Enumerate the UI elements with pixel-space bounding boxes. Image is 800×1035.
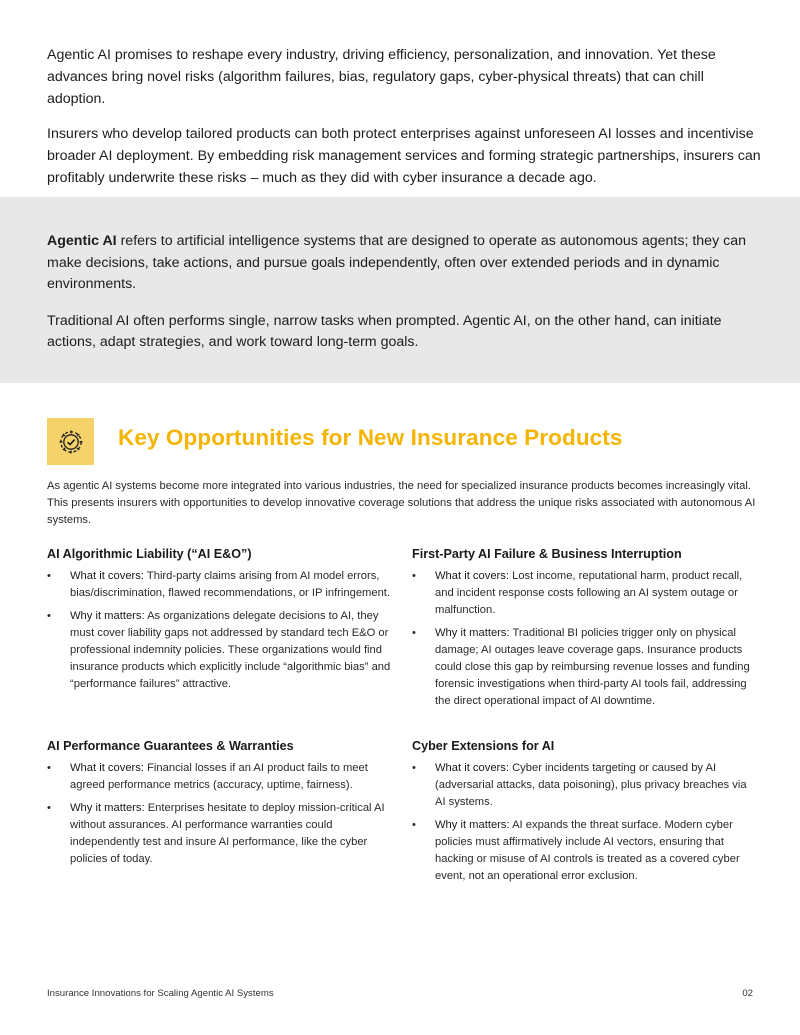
definition-term: Agentic AI xyxy=(47,233,117,249)
list-item xyxy=(412,817,757,885)
block-ai-performance-guarantees xyxy=(47,738,392,874)
item-text: Traditional BI policies trigger only on physical damage; AI outages leave coverage gaps. Insurance products could close this gap by reimbursing revenue losses and funding forensic investigations when third-party AI tools fail, addressing the direct operational impact of AI downtime. xyxy=(435,627,750,707)
item-label: What it covers: xyxy=(70,762,144,774)
block-cyber-extensions xyxy=(412,738,757,891)
list-item xyxy=(47,608,392,693)
list-item xyxy=(412,625,757,710)
block-title: Cyber Extensions for AI xyxy=(412,739,555,753)
block-title: First-Party AI Failure & Business Interruption xyxy=(412,547,682,561)
block-first-party-ai-failure xyxy=(412,546,757,716)
item-text: Third-party claims arising from AI model errors, bias/discrimination, flawed recommendations, or IP infringement. xyxy=(70,570,391,599)
item-text: Enterprises hesitate to deploy mission-critical AI without assurances. AI performance warranties could independently test and insure AI performance, like the cyber policies of today. xyxy=(70,802,385,865)
item-text: Lost income, reputational harm, product recall, and incident response costs following an AI system outage or malfunction. xyxy=(435,570,743,616)
list-item xyxy=(47,568,392,602)
item-label: Why it matters: xyxy=(435,627,510,639)
item-label: What it covers: xyxy=(70,570,144,582)
section-lead: As agentic AI systems become more integrated into various industries, the need for specialized insurance products becomes increasingly vital. This presents insurers with opportunities to develop innovative coverage solutions that address the unique risks associated with autonomous AI systems. xyxy=(47,480,756,527)
intro-paragraph-2: Insurers who develop tailored products can both protect enterprises against unforeseen AI losses and incentivise broader AI deployment. By embedding risk management services and forming strategic partnerships, insurers can profitably underwrite these risks – much as they did with cyber insurance a decade ago. xyxy=(47,126,761,186)
item-text: As organizations delegate decisions to AI, they must cover liability gaps not addressed by standard tech E&O or professional indemnity policies. These organizations would find insurance products which explicitly include “algorithmic bias” and “performance failures” attractive. xyxy=(70,610,391,690)
gear-check-icon xyxy=(47,418,94,465)
list-item xyxy=(412,760,757,811)
item-text: AI expands the threat surface. Modern cyber policies must affirmatively include AI vectors, ensuring that hacking or misuse of AI controls is treated as a covered cyber event, not an operational error exclusion. xyxy=(435,819,740,882)
definition-paragraph-2: Traditional AI often performs single, narrow tasks when prompted. Agentic AI, on the other hand, can initiate actions, adapt strategies, and work toward long-term goals. xyxy=(47,312,722,350)
block-title: AI Performance Guarantees & Warranties xyxy=(47,739,294,753)
block-ai-algorithmic-liability xyxy=(47,546,392,699)
item-text: Financial losses if an AI product fails to meet agreed performance metrics (accuracy, uptime, fairness). xyxy=(70,762,368,791)
definition-paragraph-1 xyxy=(47,231,762,296)
item-label: Why it matters: xyxy=(70,610,145,622)
list-item xyxy=(47,800,392,868)
item-label: Why it matters: xyxy=(435,819,510,831)
section-title: Key Opportunities for New Insurance Products xyxy=(118,425,623,450)
intro-paragraph-1: Agentic AI promises to reshape every industry, driving efficiency, personalization, and innovation. Yet these advances bring novel risks (algorithm failures, bias, regulatory gaps, cyber-physical threats) that can chill adoption. xyxy=(47,47,716,107)
item-label: Why it matters: xyxy=(70,802,145,814)
list-item xyxy=(412,568,757,619)
item-label: What it covers: xyxy=(435,762,509,774)
definition-panel xyxy=(0,197,800,383)
item-text: Cyber incidents targeting or caused by AI (adversarial attacks, data poisoning), plus privacy breaches via AI systems. xyxy=(435,762,747,808)
definition-text: refers to artificial intelligence systems that are designed to operate as autonomous agents; they can make decisions, take actions, and pursue goals independently, often over extended periods and in dynamic environments. xyxy=(47,233,746,292)
list-item xyxy=(47,760,392,794)
footer-document-title: Insurance Innovations for Scaling Agentic AI Systems xyxy=(47,988,274,999)
footer-page-number: 02 xyxy=(742,988,753,999)
block-title: AI Algorithmic Liability (“AI E&O”) xyxy=(47,547,252,561)
item-label: What it covers: xyxy=(435,570,509,582)
intro-section xyxy=(47,45,762,204)
